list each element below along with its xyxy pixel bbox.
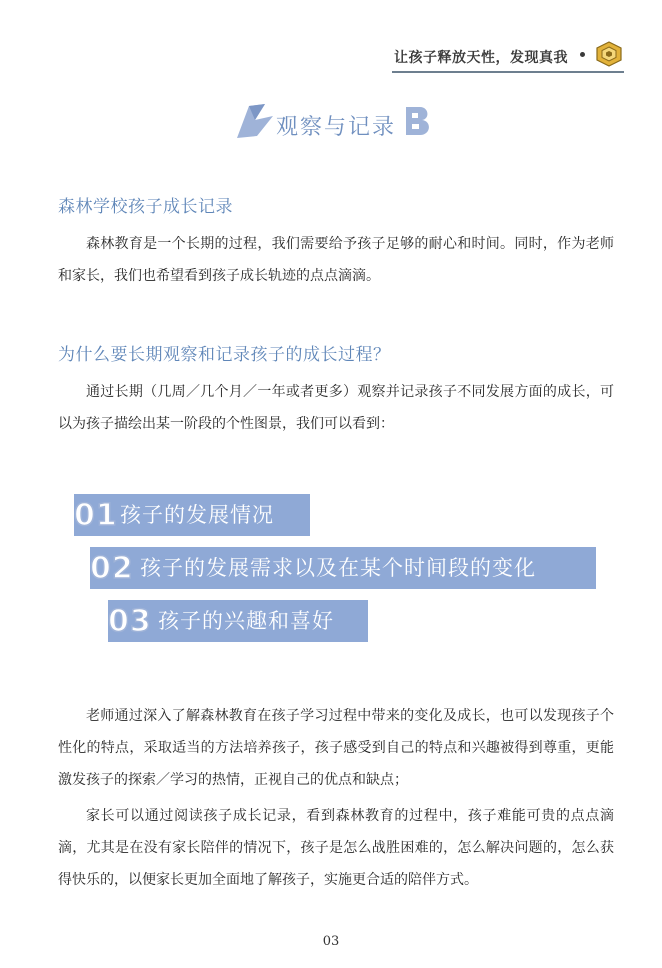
heading-why-observe: 为什么要长期观察和记录孩子的成长过程？: [58, 345, 391, 365]
parent-paragraph: 家长可以通过阅读孩子成长记录，看到森林教育的过程中，孩子难能可贵的点点滴滴，尤其是在没有家长陪伴的情况下，孩子是怎么战胜困难的，怎么解决问题的，怎么获得快乐的，以便家长更加全面地了解孩子，实施更合适的陪伴方式。: [58, 808, 614, 888]
letter-b-icon: [402, 105, 434, 137]
list-item: [74, 494, 310, 536]
teacher-paragraph: 老师通过深入了解森林教育在孩子学习过程中带来的变化及成长，也可以发现孩子个性化的特点，采取适当的方法培养孩子，孩子感受到自己的特点和兴趣被得到尊重，更能激发孩子的探索／学习的热情，正视自己的优点和缺点；: [58, 708, 614, 788]
header-divider: [392, 71, 624, 73]
list-item: [108, 600, 368, 642]
header-bullet: [580, 52, 585, 57]
section-title: 观察与记录: [276, 115, 397, 140]
list-item-number: 01: [74, 498, 118, 533]
list-item-text: 孩子的兴趣和喜好: [158, 609, 334, 633]
header-tagline: 让孩子释放天性，发现真我: [394, 50, 568, 66]
list-item-number: 03: [108, 604, 152, 639]
honeycomb-logo-icon: [592, 40, 626, 68]
heading-growth-record: 森林学校孩子成长记录: [58, 197, 233, 217]
page-number: 03: [322, 934, 340, 949]
list-item: [90, 547, 596, 589]
list-item-text: 孩子的发展情况: [120, 503, 274, 527]
why-paragraph: 通过长期（几周／几个月／一年或者更多）观察并记录孩子不同发展方面的成长，可以为孩子描绘出某一阶段的个性图景，我们可以看到：: [58, 384, 614, 432]
intro-paragraph: 森林教育是一个长期的过程，我们需要给予孩子足够的耐心和时间。同时，作为老师和家长，我们也希望看到孩子成长轨迹的点点滴滴。: [58, 236, 614, 284]
arrow-flag-icon: [235, 102, 275, 140]
list-item-number: 02: [90, 551, 134, 586]
list-item-text: 孩子的发展需求以及在某个时间段的变化: [140, 556, 536, 580]
